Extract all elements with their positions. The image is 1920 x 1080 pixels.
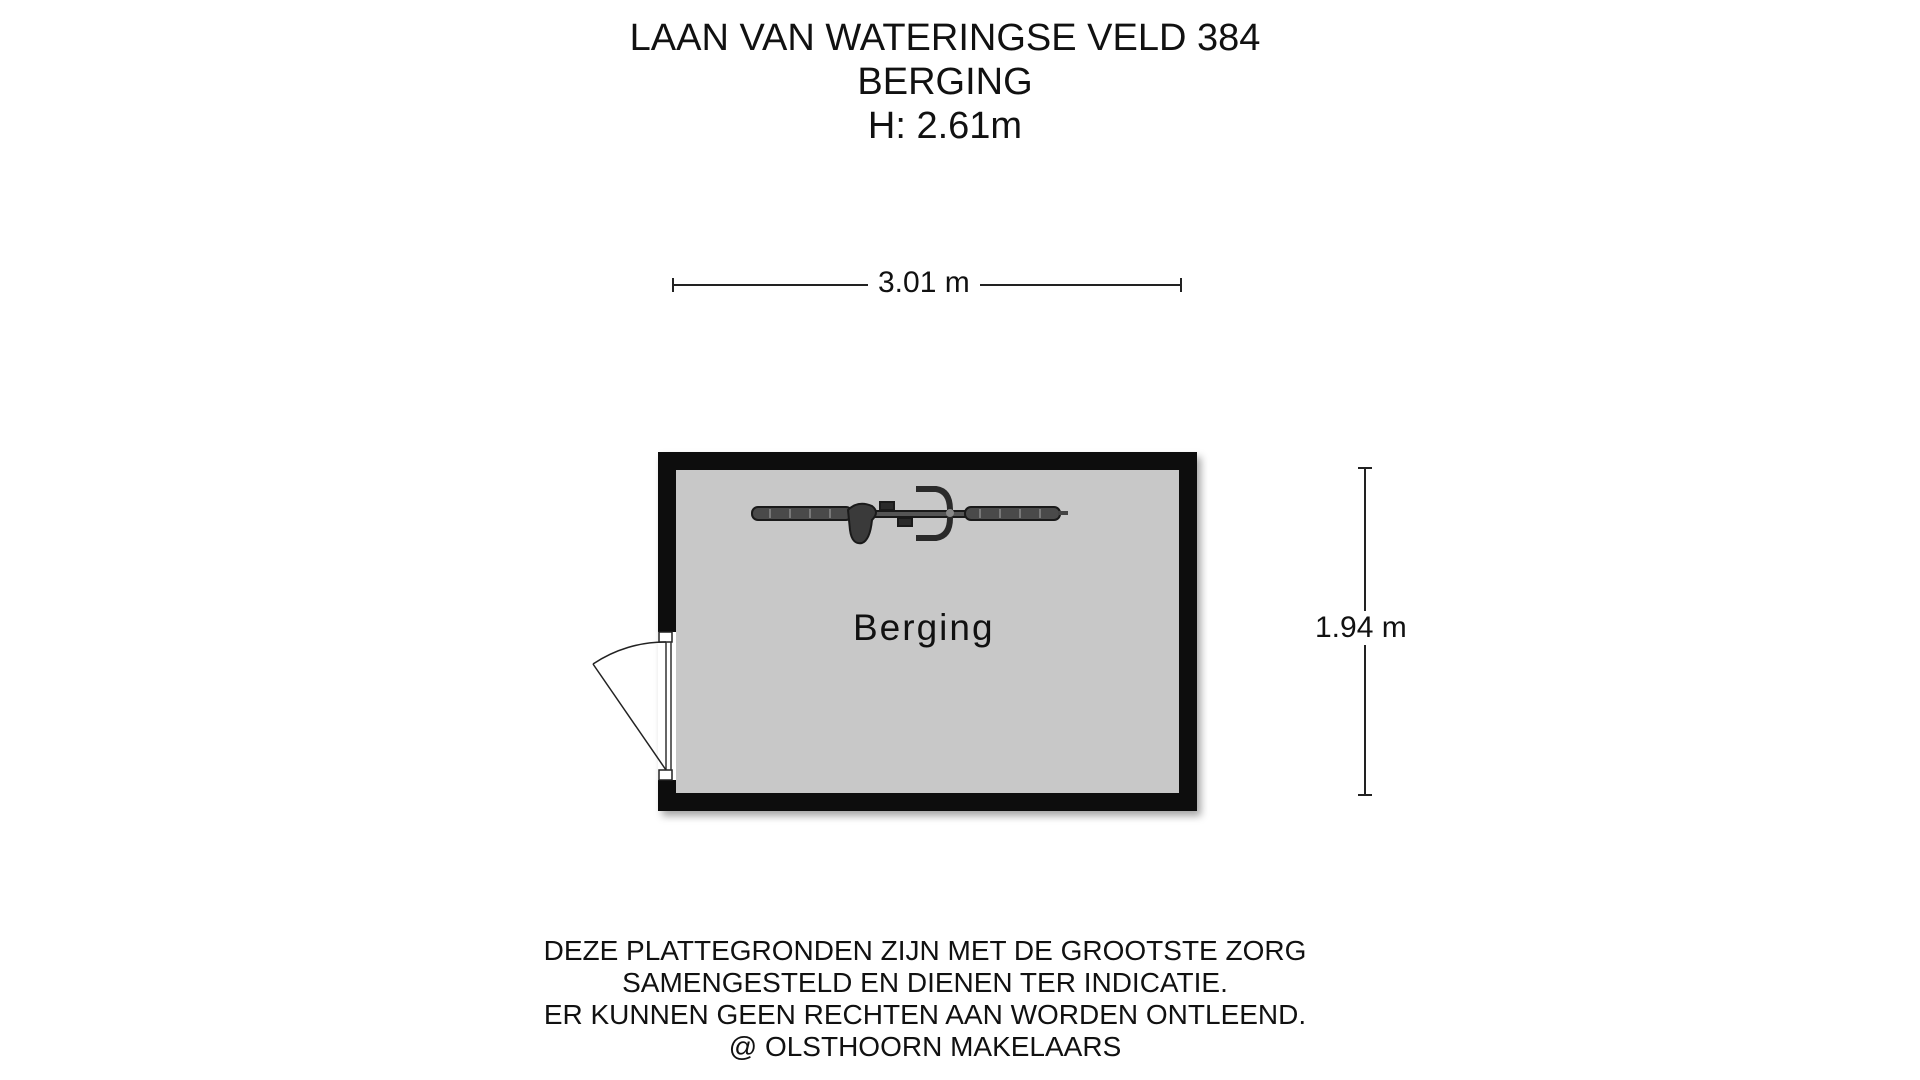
ceiling-height: H: 2.61m xyxy=(867,105,1023,147)
door[interactable] xyxy=(593,632,676,780)
disclaimer-line-4: @ OLSTHOORN MAKELAARS xyxy=(728,1031,1122,1062)
room-label: Berging xyxy=(853,607,995,648)
disclaimer-line-1: DEZE PLATTEGRONDEN ZIJN MET DE GROOTSTE ZORG xyxy=(543,935,1307,966)
disclaimer-line-3: ER KUNNEN GEEN RECHTEN AAN WORDEN ONTLEEND. xyxy=(543,999,1307,1030)
address-title: LAAN VAN WATERINGSE VELD 384 xyxy=(629,17,1261,59)
width-dimension-label: 3.01 m xyxy=(868,266,980,300)
disclaimer xyxy=(0,935,1850,1063)
depth-dimension-label: 1.94 m xyxy=(1305,611,1417,645)
room-type-title: BERGING xyxy=(857,61,1033,103)
disclaimer-line-2: SAMENGESTELD EN DIENEN TER INDICATIE. xyxy=(622,967,1228,998)
